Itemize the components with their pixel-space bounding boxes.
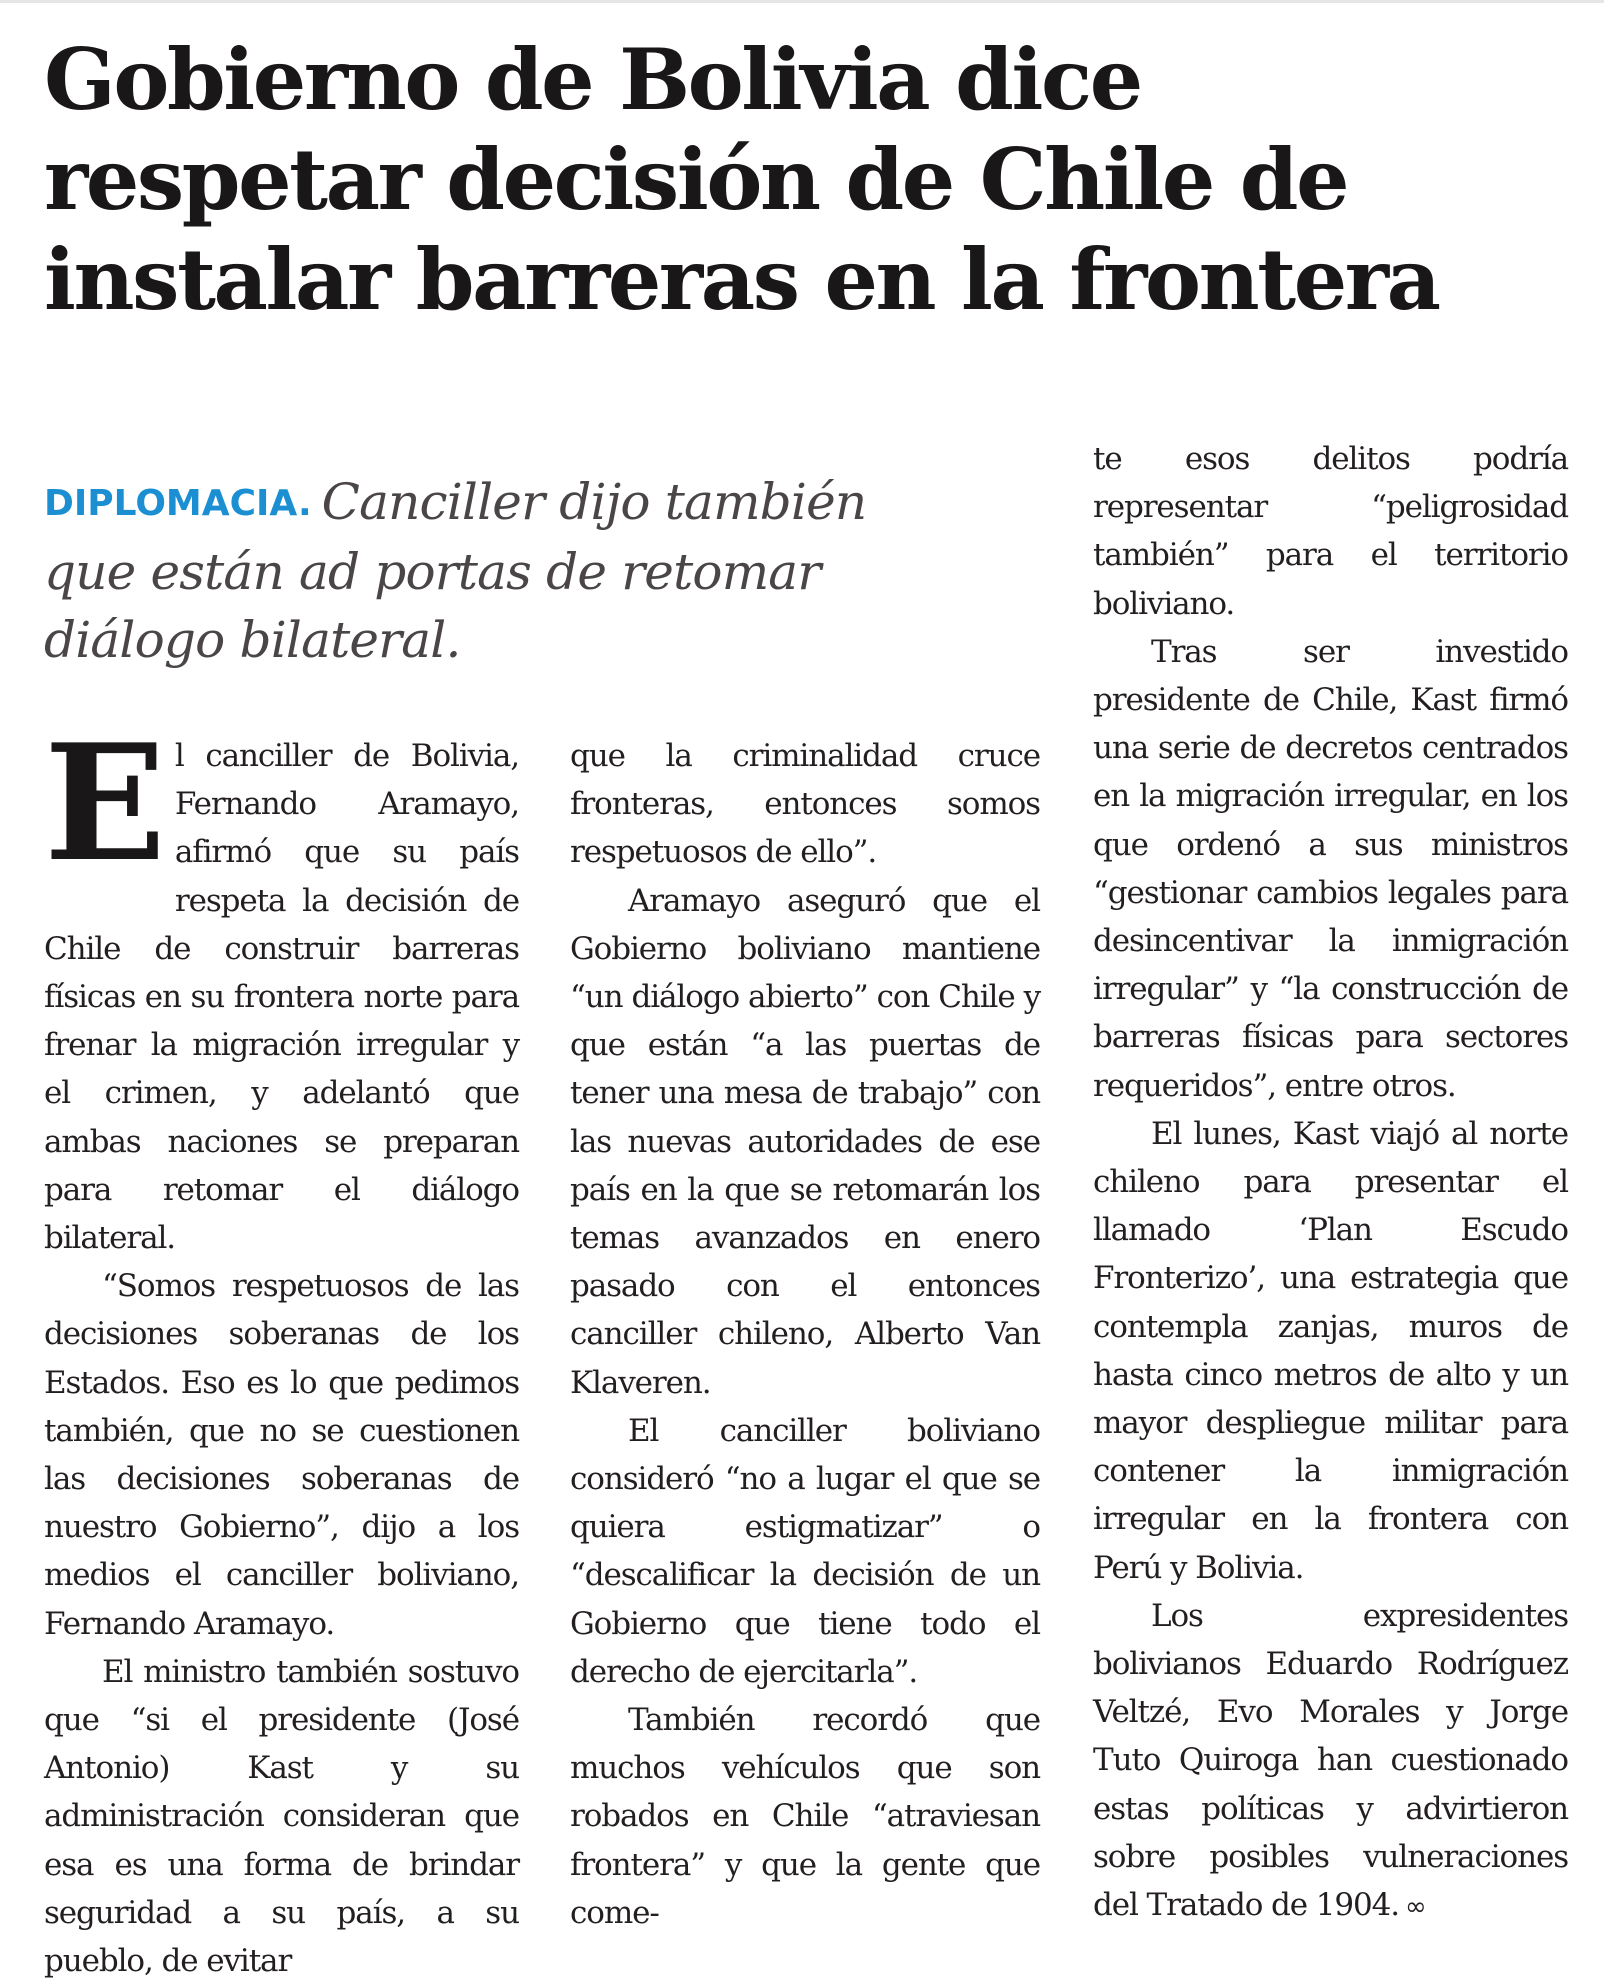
deck-text-1: Canciller dijo también xyxy=(321,473,867,531)
article-column-3 xyxy=(1093,435,1568,1931)
article-paragraph-2: “Somos respetuosos de las decisiones soberanas de los Estados. Eso es lo que pedimos también, que no se cuestionen las decisiones soberanas de nuestro Gobierno”, dijo a los medios el canciller boliviano, Fernando Aramayo. xyxy=(44,1268,519,1642)
drop-cap: E xyxy=(44,709,165,897)
headline-line-1: Gobierno de Bolivia dice xyxy=(44,30,1141,129)
article-paragraph-9 xyxy=(1093,1592,1568,1931)
article-paragraph-1 xyxy=(44,709,519,1262)
section-kicker: DIPLOMACIA. xyxy=(44,483,312,524)
article-paragraph-3-continued: que la criminalidad cruce fronteras, entonces somos respetuosos de ello”. xyxy=(570,738,1040,871)
article-paragraph-6-continued: te esos delitos podría representar “peligrosidad también” para el territorio boliviano. xyxy=(1093,441,1568,622)
article-paragraph-5: El canciller boliviano consideró “no a lugar el que se quiera estigmatizar” o “descalificar la decisión de un Gobierno que tiene todo el derecho de ejercitarla”. xyxy=(570,1412,1040,1690)
headline xyxy=(44,30,1574,330)
article-paragraph-8: El lunes, Kast viajó al norte chileno para presentar el llamado ‘Plan Escudo Fronterizo’, una estrategia que contempla zanjas, muros de hasta cinco metros de alto y un mayor despliegue militar para contener la inmigración irregular en la frontera con Perú y Bolivia. xyxy=(1093,1115,1568,1586)
headline-line-2: respetar decisión de Chile de xyxy=(44,130,1348,229)
headline-line-3: instalar barreras en la frontera xyxy=(44,230,1439,329)
deck-line-3: diálogo bilateral. xyxy=(44,611,461,669)
article-column-2 xyxy=(570,732,1040,1937)
article-paragraph-3: El ministro también sostuvo que “si el presidente (José Antonio) Kast y su administración consideran que esa es una forma de brindar seguridad a su país, a su pueblo, de evitar xyxy=(44,1653,519,1980)
article-paragraph-7: Tras ser investido presidente de Chile, Kast firmó una serie de decretos centrados en la migración irregular, en los que ordenó a sus ministros “gestionar cambios legales para desincentivar la inmigración irregular” y “la construcción de barreras físicas para sectores requeridos”, entre otros. xyxy=(1093,633,1568,1104)
deck-subheadline xyxy=(44,468,1064,674)
article-paragraph-4: Aramayo aseguró que el Gobierno boliviano mantiene “un diálogo abierto” con Chile y que están “a las puertas de tener una mesa de trabajo” con las nuevas autoridades de ese país en la que se retomarán los temas avanzados en enero pasado con el entonces canciller chileno, Alberto Van Klaveren. xyxy=(570,882,1040,1401)
article-column-1 xyxy=(44,709,519,1985)
article-paragraph-6: También recordó que muchos vehículos que son robados en Chile “atraviesan frontera” y que la gente que come- xyxy=(570,1702,1040,1931)
paragraph-1-text: l canciller de Bolivia, Fernando Aramayo, afirmó que su país respeta la decisión de Chile de construir barreras físicas en su frontera norte para frenar la migración irregular y el crimen, y adelantó que ambas naciones se preparan para retomar el diálogo bilateral. xyxy=(44,738,519,1257)
end-of-article-icon: ∞ xyxy=(1405,1892,1426,1923)
paragraph-9-text: Los expresidentes bolivianos Eduardo Rodríguez Veltzé, Evo Morales y Jorge Tuto Quiroga han cuestionado estas políticas y advirtieron sobre posibles vulneraciones del Tratado de 1904. xyxy=(1093,1597,1568,1924)
deck-line-2: que están ad portas de retomar xyxy=(44,543,821,601)
top-border xyxy=(0,0,1604,3)
deck-line-1 xyxy=(44,468,1064,538)
